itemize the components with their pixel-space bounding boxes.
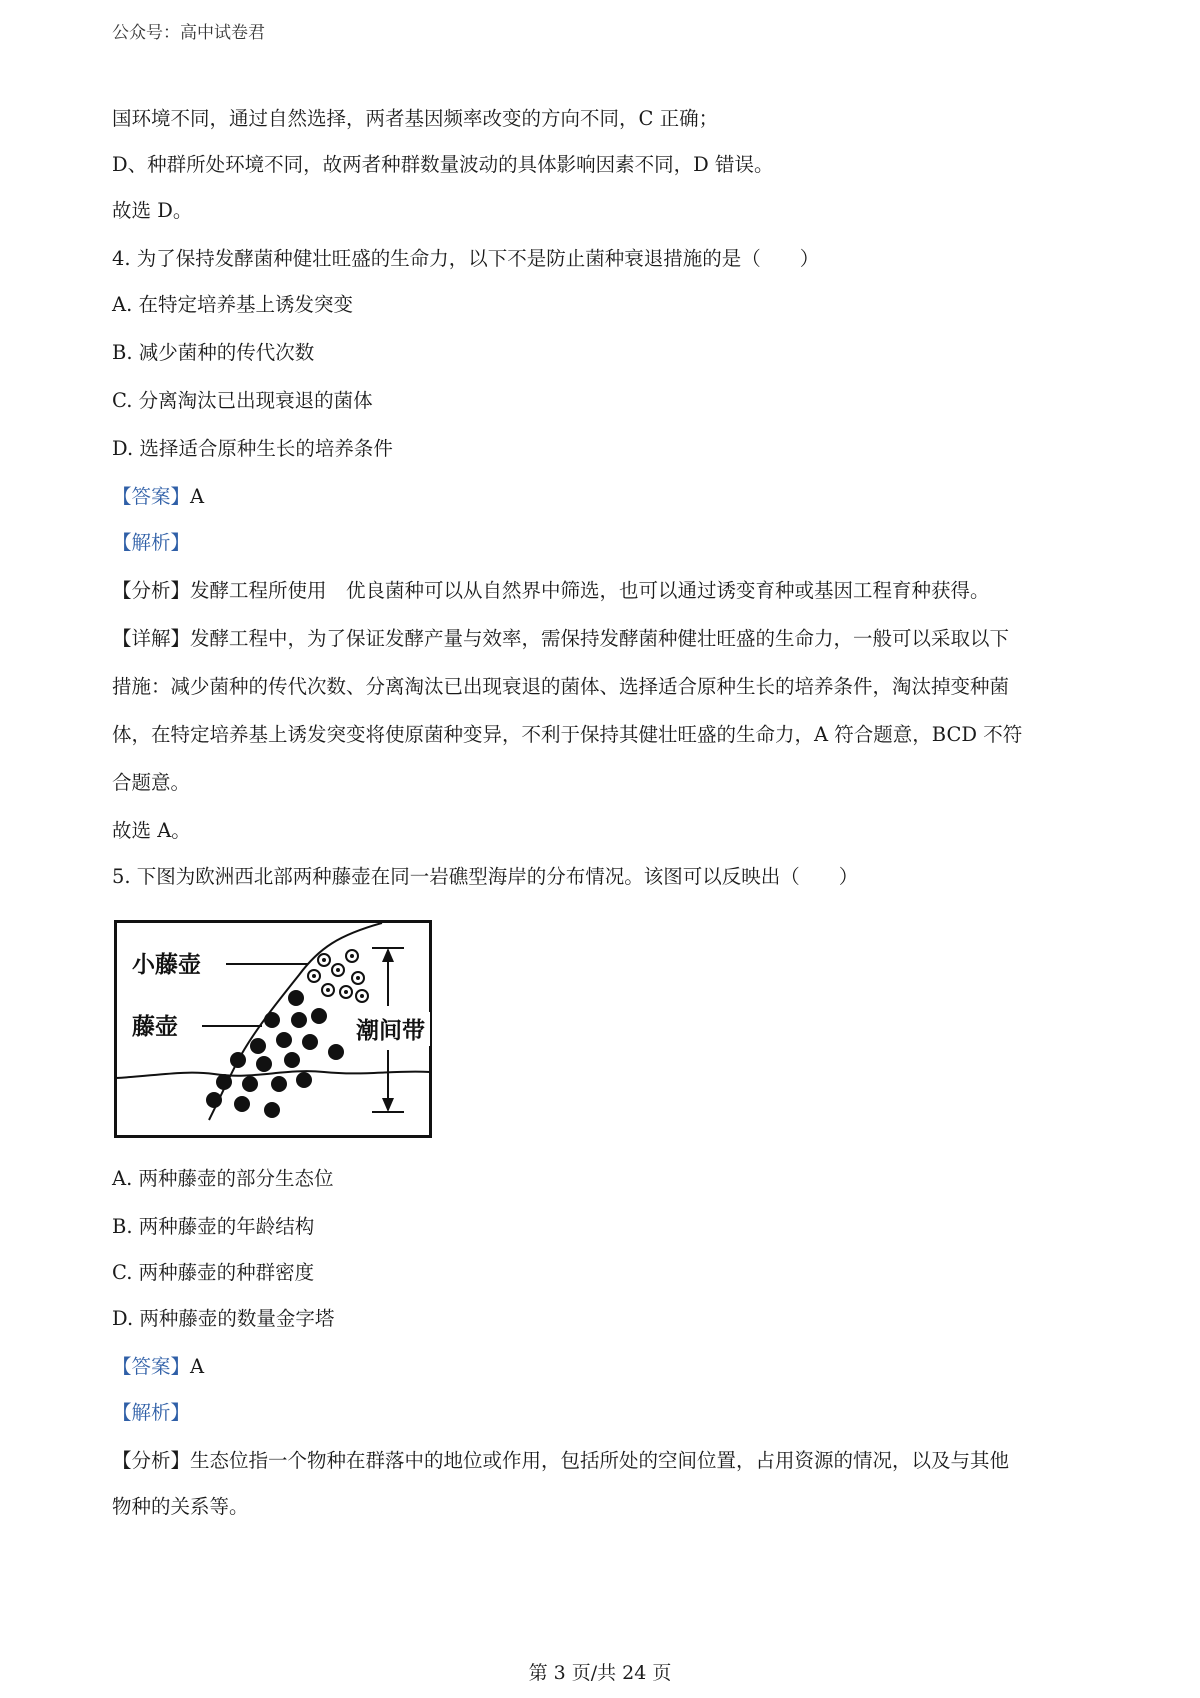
- question-5-option-a: A. 两种藤壶的部分生态位: [112, 1167, 334, 1190]
- label-barnacle: 藤壶: [132, 1014, 178, 1040]
- large-barnacle: [264, 1012, 280, 1028]
- label-small-barnacle: 小藤壶: [132, 952, 201, 978]
- large-barnacle: [216, 1074, 232, 1090]
- large-barnacle: [284, 1052, 300, 1068]
- label-intertidal-zone: 潮间带: [356, 1018, 425, 1044]
- conclusion-text: 故选 A。: [112, 819, 191, 842]
- barnacle-distribution-figure: [114, 920, 432, 1138]
- question-5-option-d: D. 两种藤壶的数量金字塔: [112, 1307, 335, 1330]
- large-barnacle: [256, 1056, 272, 1072]
- answer-5: [112, 1354, 204, 1380]
- text-line: 故选 D。: [112, 199, 193, 222]
- large-barnacle: [242, 1076, 258, 1092]
- answer-tag: 【答案】: [112, 1355, 191, 1378]
- answer-4: [112, 484, 204, 510]
- large-barnacle: [230, 1052, 246, 1068]
- text-line: 国环境不同，通过自然选择，两者基因频率改变的方向不同，C 正确；: [112, 107, 719, 130]
- large-barnacle: [311, 1008, 327, 1024]
- large-barnacle: [234, 1096, 250, 1112]
- page-number: 第 3 页/共 24 页: [528, 1662, 672, 1684]
- detail-text: 合题意。: [112, 771, 191, 794]
- question-5: 5. 下图为欧洲西北部两种藤壶在同一岩礁型海岸的分布情况。该图可以反映出（ ）: [112, 865, 859, 888]
- question-4: 4. 为了保持发酵菌种健壮旺盛的生命力，以下不是防止菌种衰退措施的是（ ）: [112, 247, 820, 270]
- question-4-option-b: B. 减少菌种的传代次数: [112, 341, 315, 364]
- question-4-option-a: A. 在特定培养基上诱发突变: [112, 293, 353, 316]
- analysis-tag: 【解析】: [112, 1401, 191, 1424]
- text-line: D、种群所处环境不同，故两者种群数量波动的具体影响因素不同，D 错误。: [112, 153, 774, 176]
- detail-text: 体，在特定培养基上诱发突变将使原菌种变异，不利于保持其健壮旺盛的生命力，A 符合题意，BCD 不符: [112, 723, 1023, 746]
- figure-svg: [114, 920, 432, 1138]
- large-barnacle: [264, 1102, 280, 1118]
- analysis-text: 【分析】发酵工程所使用 优良菌种可以从自然界中筛选，也可以通过诱变育种或基因工程育种获得。: [112, 579, 990, 602]
- question-5-option-c: C. 两种藤壶的种群密度: [112, 1261, 315, 1284]
- answer-value: A: [190, 485, 205, 508]
- large-barnacle: [291, 1012, 307, 1028]
- answer-tag: 【答案】: [112, 485, 191, 508]
- large-barnacle: [288, 990, 304, 1006]
- analysis-tag: 【解析】: [112, 531, 191, 554]
- large-barnacle: [296, 1072, 312, 1088]
- detail-text: 措施：减少菌种的传代次数、分离淘汰已出现衰退的菌体、选择适合原种生长的培养条件，淘汰掉变种菌: [112, 675, 1010, 698]
- answer-value: A: [190, 1355, 205, 1378]
- question-4-option-d: D. 选择适合原种生长的培养条件: [112, 437, 393, 460]
- large-barnacle: [250, 1038, 266, 1054]
- question-4-option-c: C. 分离淘汰已出现衰退的菌体: [112, 389, 373, 412]
- large-barnacle: [276, 1032, 292, 1048]
- page-header-source: 公众号：高中试卷君: [112, 23, 265, 43]
- detail-text: 【详解】发酵工程中，为了保证发酵产量与效率，需保持发酵菌种健壮旺盛的生命力，一般可以采取以下: [112, 627, 1010, 650]
- large-barnacle: [206, 1092, 222, 1108]
- question-5-option-b: B. 两种藤壶的年龄结构: [112, 1215, 315, 1238]
- large-barnacle: [271, 1076, 287, 1092]
- analysis-text: 【分析】生态位指一个物种在群落中的地位或作用，包括所处的空间位置，占用资源的情况，以及与其他: [112, 1449, 1010, 1472]
- analysis-text: 物种的关系等。: [112, 1495, 249, 1518]
- large-barnacle: [302, 1034, 318, 1050]
- large-barnacle: [328, 1044, 344, 1060]
